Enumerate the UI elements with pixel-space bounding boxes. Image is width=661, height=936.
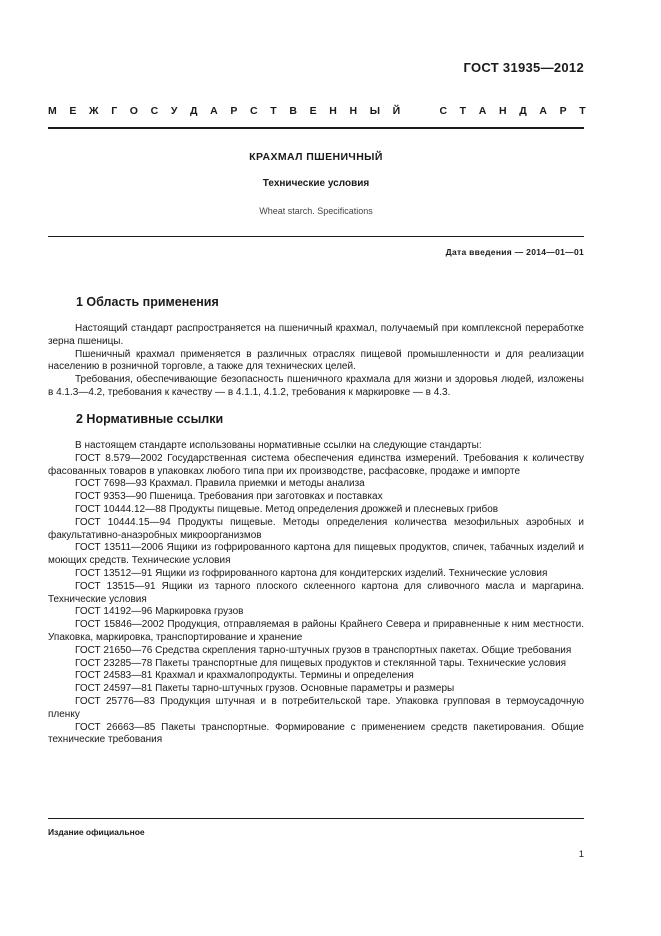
banner-letter: У [170, 105, 178, 117]
banner-letter: Г [111, 105, 118, 117]
reference-item: ГОСТ 25776—83 Продукция штучная и в потребительской таре. Упаковка групповая в термоусадочную пленку [48, 695, 584, 720]
reference-item: ГОСТ 24583—81 Крахмал и крахмалопродукты. Термины и определения [75, 670, 414, 682]
title-divider [48, 236, 584, 237]
banner-letter: Н [329, 105, 337, 117]
reference-item: ГОСТ 24597—81 Пакеты тарно-штучных грузов. Основные параметры и размеры [75, 683, 455, 695]
section-heading-scope: 1 Область применения [76, 295, 219, 309]
banner-letter: О [129, 105, 138, 117]
footer-divider [48, 818, 584, 819]
section-references-body [48, 440, 584, 747]
reference-item: ГОСТ 10444.12—88 Продукты пищевые. Метод определения дрожжей и плесневых грибов [75, 503, 499, 515]
reference-item: ГОСТ 26663—85 Пакеты транспортные. Формирование с применением средств пакетирования. Общие технические требования [48, 721, 584, 746]
document-id: ГОСТ 31935—2012 [463, 60, 584, 75]
banner-letter: А [539, 105, 547, 117]
english-title: Wheat starch. Specifications [259, 206, 373, 216]
header-divider [48, 127, 584, 129]
banner-letter: А [210, 105, 218, 117]
banner-letter: Ж [89, 105, 99, 117]
paragraph: Пшеничный крахмал применяется в различных отраслях пищевой промышленности и для реализации населению в розничной торговле, а также для технических целей. [48, 348, 584, 373]
banner-letter: М [48, 105, 57, 117]
reference-item: ГОСТ 13511—2006 Ящики из гофрированного картона для пищевых продуктов, спичек, табачных изделий и моющих средств. Технические условия [48, 542, 584, 567]
banner-letter: Й [392, 105, 401, 117]
reference-item: ГОСТ 13515—91 Ящики из тарного плоского склеенного картона для сливочного масла и маргарина. Технические условия [48, 580, 584, 605]
banner-letter: Т [459, 105, 467, 117]
reference-item: ГОСТ 10444.15—94 Продукты пищевые. Методы определения количества мезофильных аэробных и факультативно-анаэробных микроорганизмов [48, 516, 584, 541]
page-number: 1 [578, 849, 584, 860]
reference-item: ГОСТ 9353—90 Пшеница. Требования при заготовках и поставках [75, 491, 383, 503]
reference-item: ГОСТ 14192—96 Маркировка грузов [75, 606, 244, 618]
banner-letter: Д [190, 105, 198, 117]
reference-item: ГОСТ 8.579—2002 Государственная система обеспечения единства измерений. Требования к количеству фасованных товаров в упаковках любого типа при их производстве, расфасовке, продаже и импорте [48, 452, 584, 477]
banner-letter: Н [498, 105, 507, 117]
interstate-standard-banner [48, 105, 586, 117]
paragraph: Требования, обеспечивающие безопасность пшеничного крахмала для жизни и здоровья людей, изложены в 4.1.3—4.2, требования к качеству — в 4.1.1, 4.1.2, требования к маркировке — в 4.3. [48, 374, 584, 398]
banner-word-gap [413, 105, 427, 117]
banner-letter: С [250, 105, 258, 117]
paragraph: В настоящем стандарте использованы нормативные ссылки на следующие стандарты: [75, 440, 482, 451]
banner-letter: В [289, 105, 297, 117]
banner-letter: Т [579, 105, 586, 117]
banner-letter: Р [559, 105, 567, 117]
banner-letter: Т [270, 105, 277, 117]
document-title: КРАХМАЛ ПШЕНИЧНЫЙ [249, 151, 383, 163]
banner-letter: Е [69, 105, 77, 117]
reference-item: ГОСТ 15846—2002 Продукция, отправляемая в районы Крайнего Севера и приравненные к ним местности. Упаковка, маркировка, транспортирование и хранение [48, 619, 584, 643]
reference-item: ГОСТ 23285—78 Пакеты транспортные для пищевых продуктов и стеклянной тары. Технические условия [75, 657, 567, 669]
reference-item: ГОСТ 7698—93 Крахмал. Правила приемки и методы анализа [75, 478, 365, 490]
document-subtitle: Технические условия [262, 178, 370, 189]
section-heading-references: 2 Нормативные ссылки [76, 412, 224, 426]
banner-letter: А [478, 105, 487, 117]
reference-item: ГОСТ 21650—76 Средства скрепления тарно-штучных грузов в транспортных пакетах. Общие требования [75, 644, 572, 656]
official-edition-note: Издание официальное [48, 827, 145, 837]
paragraph: Настоящий стандарт распространяется на пшеничный крахмал, получаемый при комплексной переработке зерна пшеницы. [48, 323, 584, 347]
banner-letter: Д [519, 105, 527, 117]
reference-item: ГОСТ 13512—91 Ящики из гофрированного картона для кондитерских изделий. Технические условия [75, 567, 548, 579]
banner-letter: Ы [369, 105, 380, 117]
banner-letter: С [439, 105, 448, 117]
banner-letter: С [150, 105, 159, 117]
banner-letter: Р [230, 105, 238, 117]
banner-letter: Н [349, 105, 358, 117]
section-scope-body [48, 323, 584, 400]
banner-letter: Е [309, 105, 317, 117]
introduction-date: Дата введения — 2014—01—01 [445, 247, 584, 257]
